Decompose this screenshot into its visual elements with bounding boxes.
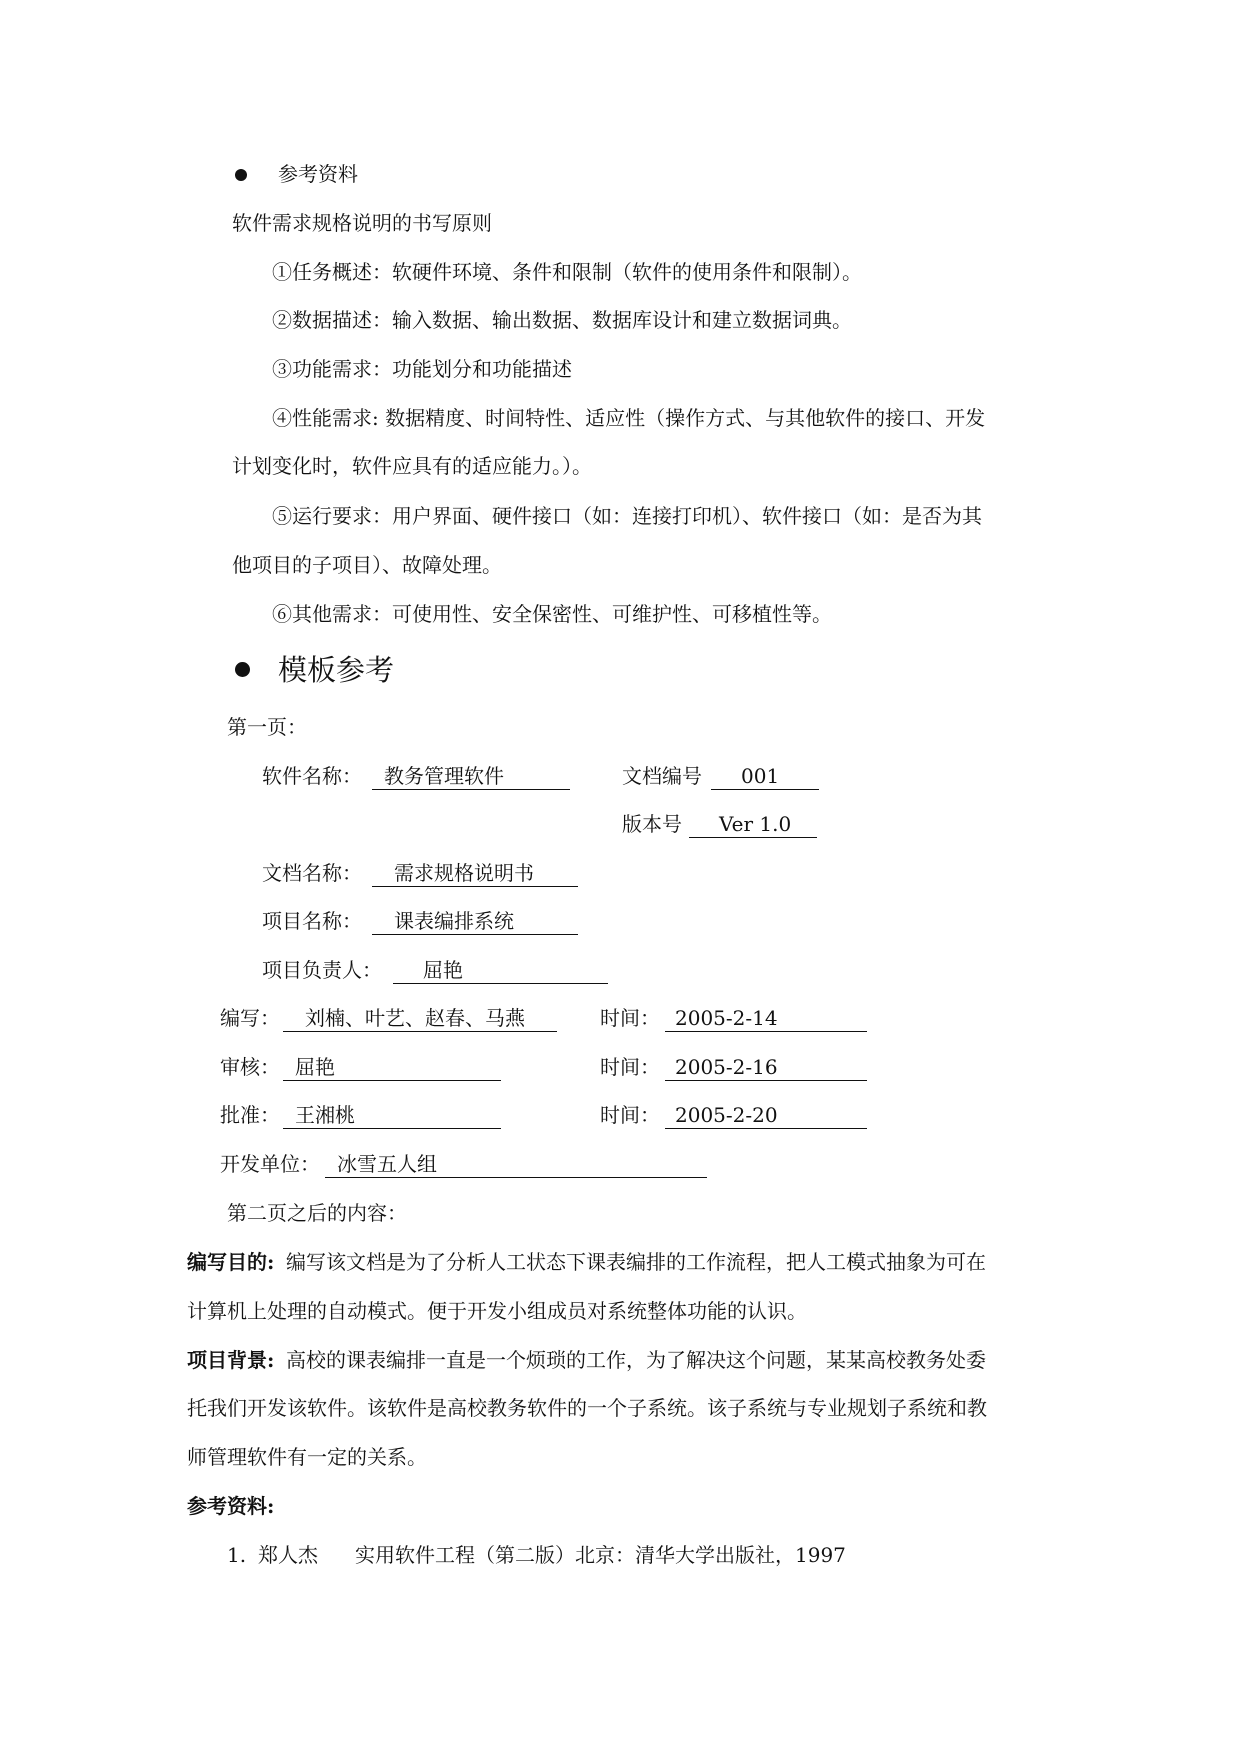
reference-author: 郑人杰 (258, 1543, 318, 1567)
page2-label: 第二页之后的内容： (227, 1201, 407, 1225)
project-name-label: 项目名称： (262, 909, 362, 933)
background-text-line3: 师管理软件有一定的关系。 (187, 1445, 427, 1469)
project-name-value: 课表编排系统 (394, 909, 514, 933)
bullet-icon (235, 169, 247, 181)
principle-item-4-cont: 计划变化时，软件应具有的适应能力。）。 (232, 454, 592, 478)
section-intro: 软件需求规格说明的书写原则 (232, 211, 492, 235)
approve-field (283, 1101, 501, 1129)
principle-item-1: ①任务概述：软硬件环境、条件和限制（软件的使用条件和限制）。 (272, 260, 862, 284)
doc-no-value: 001 (741, 764, 780, 788)
writer-value: 刘楠、叶艺、赵春、马燕 (305, 1006, 525, 1030)
writer-field (283, 1004, 557, 1032)
principle-item-3: ③功能需求：功能划分和功能描述 (272, 357, 572, 381)
approver-value: 王湘桃 (295, 1103, 355, 1127)
write-time-label: 时间： (600, 1006, 660, 1030)
project-lead-field (393, 956, 608, 984)
version-value: Ver 1.0 (719, 812, 792, 836)
project-lead-label: 项目负责人： (262, 958, 382, 982)
dev-unit-value: 冰雪五人组 (337, 1152, 437, 1176)
purpose-text-line2: 计算机上处理的自动模式。便于开发小组成员对系统整体功能的认识。 (187, 1299, 807, 1323)
project-name-field (372, 907, 578, 935)
purpose-text-line1: 编写该文档是为了分析人工状态下课表编排的工作流程，把人工模式抽象为可在 (286, 1250, 986, 1274)
doc-no-label: 文档编号 (622, 764, 702, 788)
bullet-icon (235, 662, 250, 677)
reviewer-value: 屈艳 (295, 1055, 335, 1079)
review-time-field (665, 1053, 867, 1081)
writer-label: 编写： (220, 1006, 280, 1030)
write-time-value: 2005-2-14 (675, 1006, 778, 1030)
page1-label: 第一页： (227, 715, 307, 739)
software-name-field (372, 762, 570, 790)
review-time-label: 时间： (600, 1055, 660, 1079)
references-label: 参考资料: (187, 1494, 275, 1518)
principle-item-5: ⑤运行要求：用户界面、硬件接口（如：连接打印机）、软件接口（如：是否为其 (272, 504, 982, 528)
review-label: 审核： (220, 1055, 280, 1079)
dev-unit-label: 开发单位： (220, 1152, 320, 1176)
purpose-label: 编写目的: (187, 1250, 275, 1274)
write-time-field (665, 1004, 867, 1032)
software-name-label: 软件名称： (262, 764, 362, 788)
doc-name-label: 文档名称： (262, 861, 362, 885)
dev-unit-field (325, 1150, 707, 1178)
version-field (689, 810, 817, 838)
reference-text: 实用软件工程（第二版）北京：清华大学出版社，1997 (355, 1543, 846, 1567)
approve-label: 批准： (220, 1103, 280, 1127)
doc-no-field (711, 762, 819, 790)
reference-number: 1. (227, 1543, 247, 1567)
background-text-line1: 高校的课表编排一直是一个烦琐的工作，为了解决这个问题，某某高校教务处委 (286, 1348, 986, 1372)
version-label: 版本号 (622, 812, 682, 836)
principle-item-6: ⑥其他需求：可使用性、安全保密性、可维护性、可移植性等。 (272, 602, 832, 626)
review-time-value: 2005-2-16 (675, 1055, 778, 1079)
section-heading-template: 模板参考 (278, 653, 395, 687)
background-label: 项目背景: (187, 1348, 275, 1372)
approve-time-value: 2005-2-20 (675, 1103, 778, 1127)
background-text-line2: 托我们开发该软件。该软件是高校教务软件的一个子系统。该子系统与专业规划子系统和教 (187, 1396, 987, 1420)
principle-item-4: ④性能需求: 数据精度、时间特性、适应性（操作方式、与其他软件的接口、开发 (272, 406, 986, 430)
approve-time-field (665, 1101, 867, 1129)
doc-name-field (372, 859, 578, 887)
section-heading-references: 参考资料 (278, 162, 358, 186)
software-name-value: 教务管理软件 (384, 764, 504, 788)
doc-name-value: 需求规格说明书 (394, 861, 534, 885)
principle-item-2: ②数据描述：输入数据、输出数据、数据库设计和建立数据词典。 (272, 308, 852, 332)
project-lead-value: 屈艳 (423, 958, 463, 982)
principle-item-5-cont: 他项目的子项目）、故障处理。 (232, 553, 502, 577)
approve-time-label: 时间： (600, 1103, 660, 1127)
review-field (283, 1053, 501, 1081)
